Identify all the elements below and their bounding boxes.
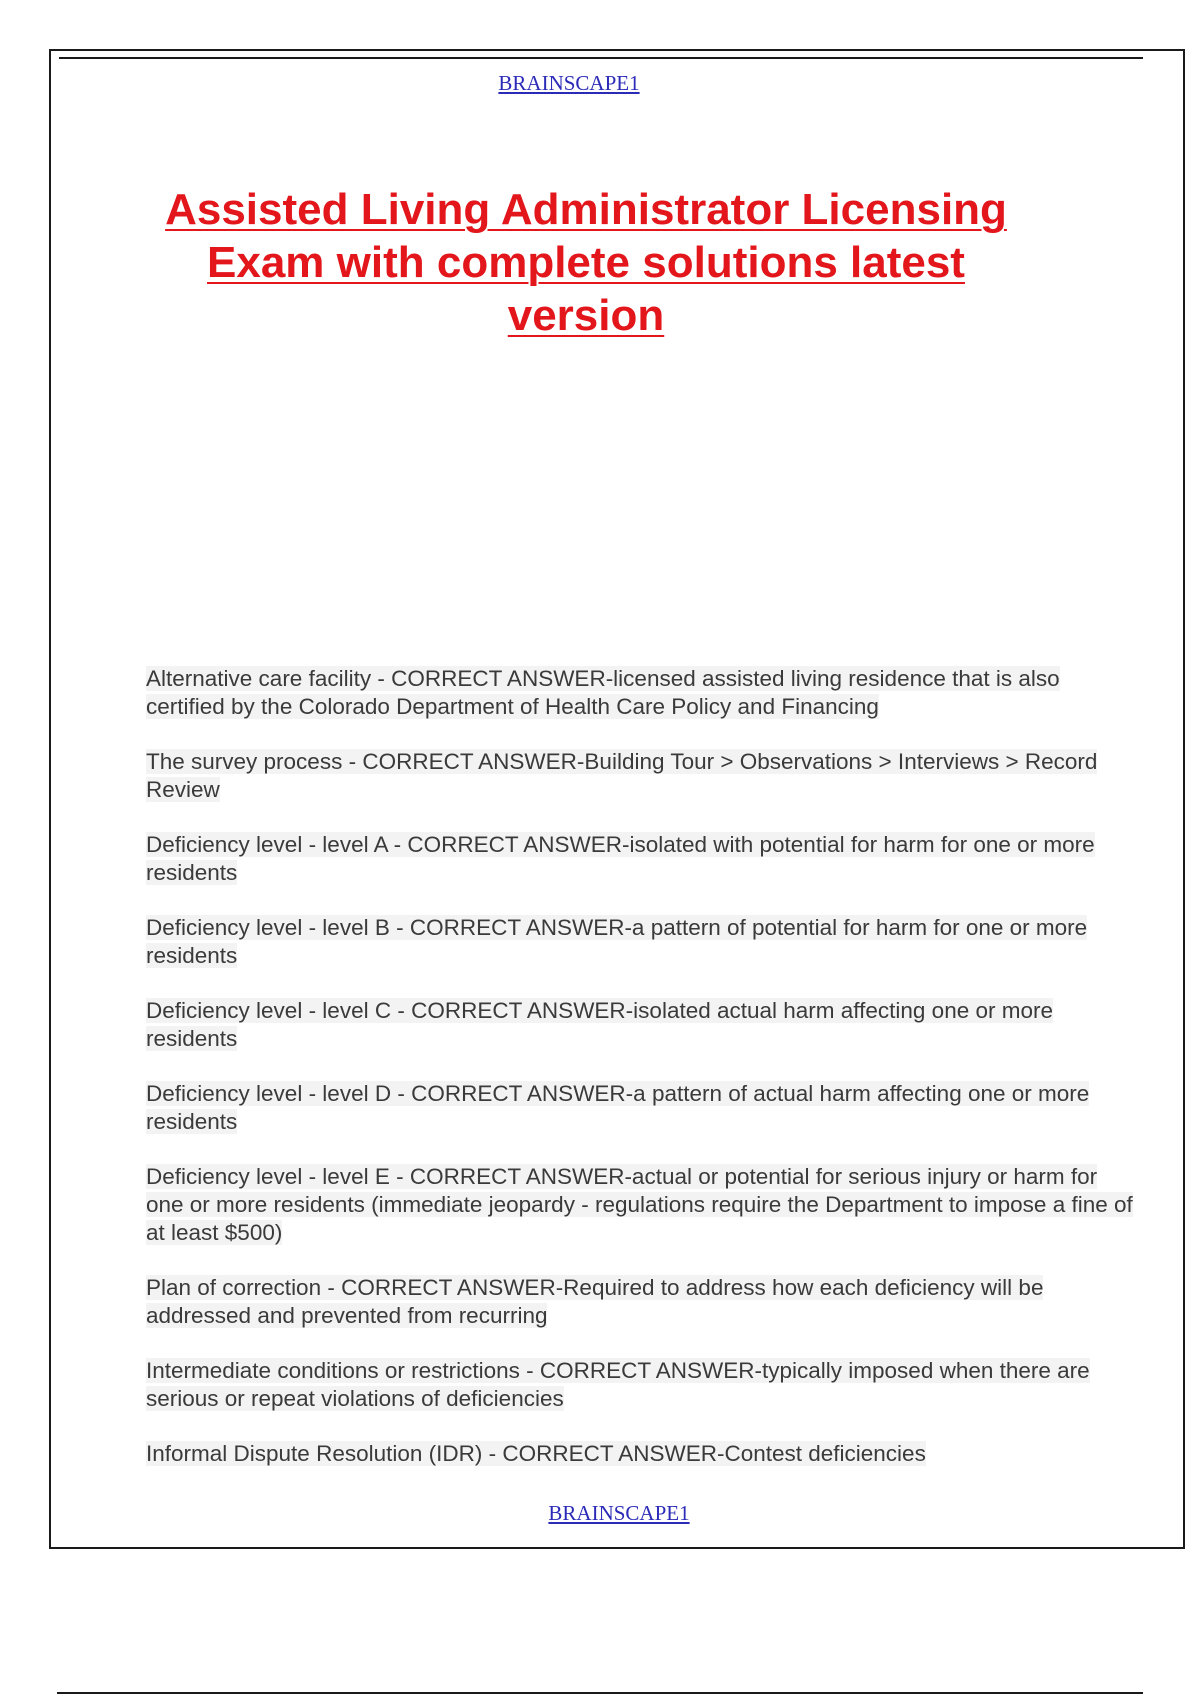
qa-item-text: Informal Dispute Resolution (IDR) - CORRECT ANSWER-Contest deficiencies	[146, 1441, 926, 1466]
qa-item	[146, 665, 1136, 721]
page-frame	[49, 49, 1185, 1549]
qa-item	[146, 831, 1136, 887]
qa-item-text: Intermediate conditions or restrictions - CORRECT ANSWER-typically imposed when there are serious or repeat violations of deficiencies	[146, 1358, 1090, 1411]
qa-item-text: Deficiency level - level C - CORRECT ANSWER-isolated actual harm affecting one or more residents	[146, 998, 1053, 1051]
qa-item-text: The survey process - CORRECT ANSWER-Building Tour > Observations > Interviews > Record Review	[146, 749, 1098, 802]
qa-item-text: Deficiency level - level E - CORRECT ANSWER-actual or potential for serious injury or harm for one or more residents (immediate jeopardy - regulations require the Department to impose a fine of at least $500)	[146, 1164, 1133, 1245]
title-line-2: Exam with complete solutions latest	[207, 238, 965, 287]
footer-brainscape-link[interactable]: BRAINSCAPE1	[548, 1501, 690, 1525]
title-line-1: Assisted Living Administrator Licensing	[165, 185, 1007, 234]
qa-item-text: Deficiency level - level B - CORRECT ANSWER-a pattern of potential for harm for one or more residents	[146, 915, 1088, 968]
qa-item	[146, 1440, 1136, 1468]
qa-item-text: Deficiency level - level D - CORRECT ANSWER-a pattern of actual harm affecting one or more residents	[146, 1081, 1090, 1134]
qa-item	[146, 914, 1136, 970]
document-title	[111, 183, 1061, 342]
qa-item	[146, 1274, 1136, 1330]
header-brainscape-link[interactable]: BRAINSCAPE1	[498, 71, 640, 95]
qa-item	[146, 1163, 1136, 1247]
qa-list	[146, 665, 1136, 1495]
qa-item-text: Alternative care facility - CORRECT ANSWER-licensed assisted living residence that is also certified by the Colorado Department of Health Care Policy and Financing	[146, 666, 1060, 719]
qa-item	[146, 748, 1136, 804]
title-line-3: version	[507, 291, 665, 340]
qa-item	[146, 1357, 1136, 1413]
qa-item	[146, 1080, 1136, 1136]
qa-item-text: Plan of correction - CORRECT ANSWER-Required to address how each deficiency will be addressed and prevented from recurring	[146, 1275, 1044, 1328]
qa-item	[146, 997, 1136, 1053]
bottom-rule	[57, 1692, 1143, 1694]
top-rule	[59, 57, 1143, 59]
qa-item-text: Deficiency level - level A - CORRECT ANSWER-isolated with potential for harm for one or more residents	[146, 832, 1095, 885]
